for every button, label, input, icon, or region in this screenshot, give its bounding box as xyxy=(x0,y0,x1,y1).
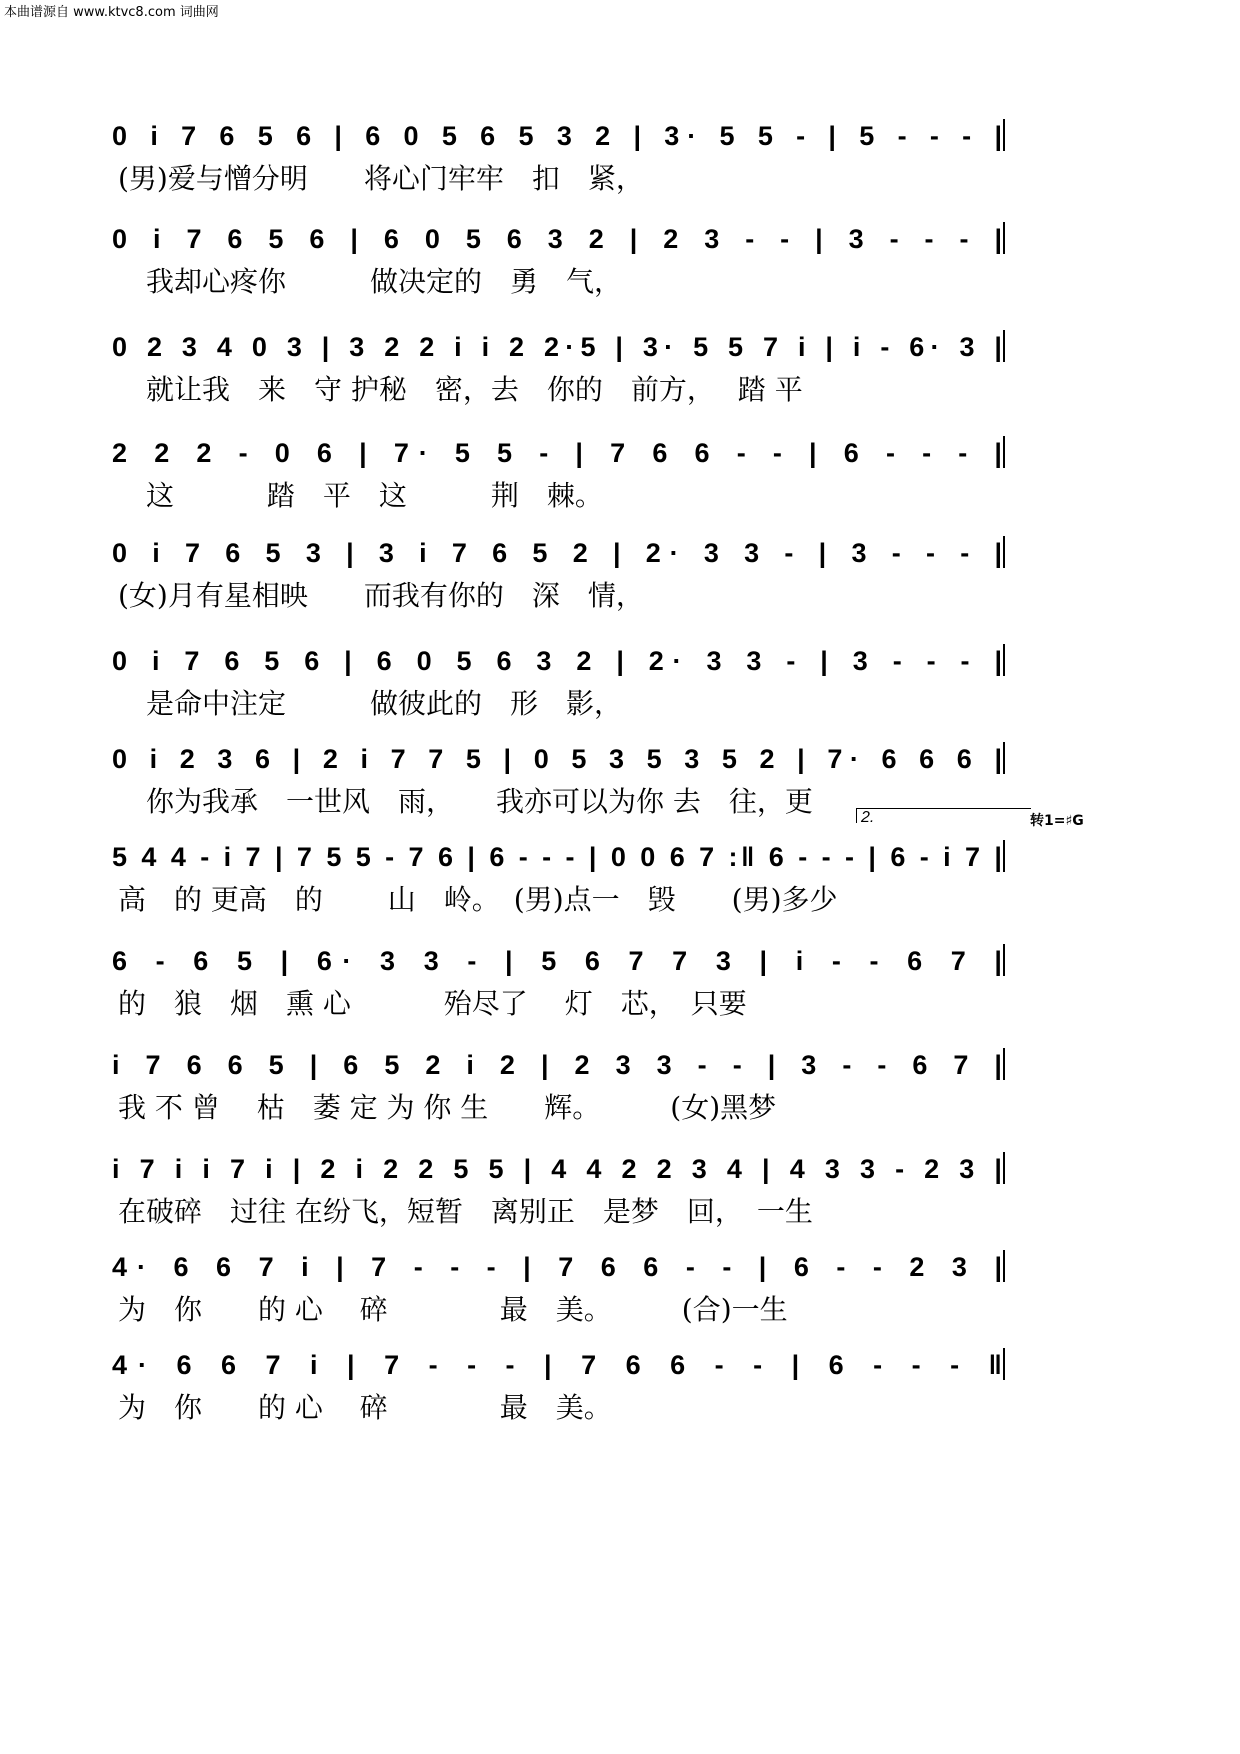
notation-text: 4· 6 6 7 i | 7 - - - | 7 6 6 - - | 6 - - 2 3 | xyxy=(112,1252,1002,1282)
score-system xyxy=(0,432,1240,522)
notation-row xyxy=(0,218,1240,258)
notation-text: i 7 6 6 5 | 6 5 2 i 2 | 2 3 3 - - | 3 - - 6 7 | xyxy=(112,1050,1002,1080)
lyrics-line: 你为我承 一世风 雨， 我亦可以为你 去 往，更 xyxy=(118,785,813,818)
score-system xyxy=(0,326,1240,416)
score-system xyxy=(0,940,1240,1030)
notation-row xyxy=(0,640,1240,680)
notation-row xyxy=(0,940,1240,980)
score-system xyxy=(0,1148,1240,1238)
lyrics-line: 我 不 曾 枯 萎 定 为 你 生 辉。 (女)黑梦 xyxy=(118,1091,777,1124)
notation-text: 0 2 3 4 0 3 | 3 2 2 i i 2 2·5 | 3· 5 5 7 i | i - 6· 3 | xyxy=(112,332,1002,362)
lyrics-line: 在破碎 过往 在纷飞，短暂 离别正 是梦 回， 一生 xyxy=(118,1195,813,1228)
lyrics-line: 高 的 更高 的 山 岭。 (男)点一 毁 (男)多少 xyxy=(118,883,838,916)
lyrics-line: (女)月有星相映 而我有你的 深 情， xyxy=(118,579,644,612)
notation-text: 6 - 6 5 | 6· 3 3 - | 5 6 7 7 3 | i - - 6 7 | xyxy=(112,946,1002,976)
notation-row xyxy=(0,432,1240,472)
notation-row xyxy=(0,1148,1240,1188)
score-system xyxy=(0,1246,1240,1336)
notation-text: 0 i 7 6 5 6 | 6 0 5 6 3 2 | 2 3 - - | 3 - - - | xyxy=(112,224,1002,254)
notation-text: 5 4 4 - i 7 | 7 5 5 - 7 6 | 6 - - - | 0 0 6 7 :‖ 6 - - - | 6 - i 7 | xyxy=(112,842,1002,872)
notation-text: 0 i 7 6 5 6 | 6 0 5 6 3 2 | 2· 3 3 - | 3 - - - | xyxy=(112,646,1002,676)
notation-text: 0 i 2 3 6 | 2 i 7 7 5 | 0 5 3 5 3 5 2 | 7· 6 6 6 | xyxy=(112,744,1003,774)
notation-row xyxy=(0,836,1240,876)
lyrics-line: 是命中注定 做彼此的 形 影， xyxy=(118,687,623,720)
notation-text: 4· 6 6 7 i | 7 - - - | 7 6 6 - - | 6 - - - ‖ xyxy=(112,1350,1002,1380)
notation-row xyxy=(0,1344,1240,1384)
lyrics-line: 的 狼 烟 熏 心 殆尽了 灯 芯， 只要 xyxy=(118,987,747,1020)
lyrics-line: 我却心疼你 做决定的 勇 气， xyxy=(118,265,623,298)
notation-text: i 7 i i 7 i | 2 i 2 2 5 5 | 4 4 2 2 3 4 | 4 3 3 - 2 3 | xyxy=(112,1154,1002,1184)
score-system xyxy=(0,809,1240,926)
lyrics-line: 为 你 的 心 碎 最 美。 xyxy=(118,1391,612,1424)
score-system xyxy=(0,115,1240,205)
notation-row xyxy=(0,532,1240,572)
lyrics-line: 这 踏 平 这 荆 棘。 xyxy=(118,479,603,512)
volta-label: 2. xyxy=(856,808,1031,823)
notation-text: 2 2 2 - 0 6 | 7· 5 5 - | 7 6 6 - - | 6 - - - | xyxy=(112,438,1002,468)
key-change-label: 转1=♯G xyxy=(1030,813,1084,829)
notation-text: 0 i 7 6 5 3 | 3 i 7 6 5 2 | 2· 3 3 - | 3 - - - | xyxy=(112,538,1003,568)
notation-text: 0 i 7 6 5 6 | 6 0 5 6 5 3 2 | 3· 5 5 - | 5 - - - | xyxy=(112,121,1003,151)
score-system xyxy=(0,1344,1240,1434)
notation-row xyxy=(0,1044,1240,1084)
notation-row xyxy=(0,115,1240,155)
notation-row xyxy=(0,326,1240,366)
lyrics-line: 为 你 的 心 碎 最 美。 (合)一生 xyxy=(118,1293,788,1326)
source-header: 本曲谱源自 www.ktvc8.com 词曲网 xyxy=(4,5,219,20)
score-system xyxy=(0,532,1240,622)
notation-row xyxy=(0,738,1240,778)
score-system xyxy=(0,218,1240,308)
score-system xyxy=(0,1044,1240,1134)
notation-row xyxy=(0,1246,1240,1286)
lyrics-line: (男)爱与憎分明 将心门牢牢 扣 紧， xyxy=(118,162,644,195)
lyrics-line: 就让我 来 守 护秘 密，去 你的 前方， 踏 平 xyxy=(118,373,803,406)
score-system xyxy=(0,640,1240,730)
